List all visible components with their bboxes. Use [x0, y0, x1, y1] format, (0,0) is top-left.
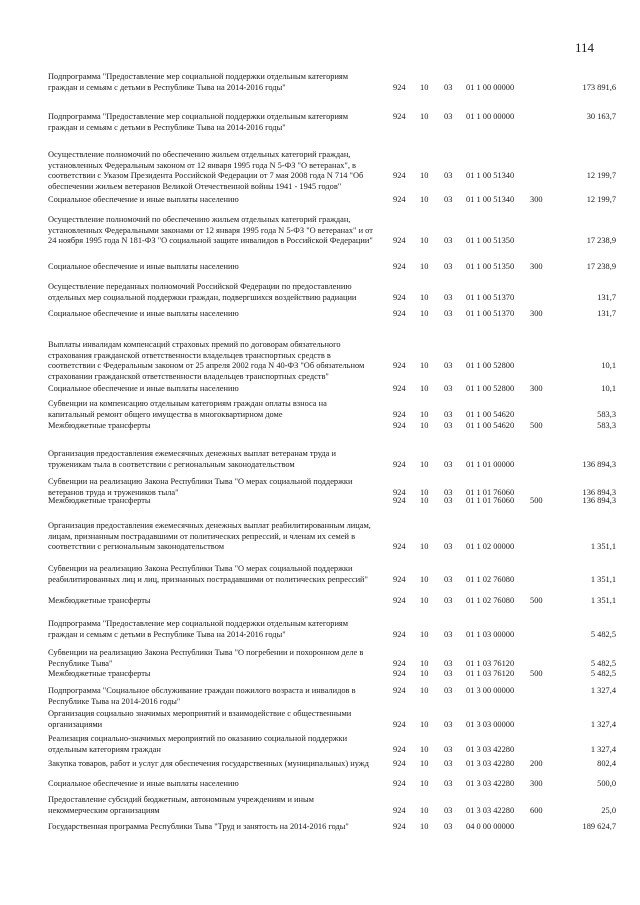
row-name: Субвенции на реализацию Закона Республики Тыва "О мерах социальной поддержки ветеранов труда и тружеников тыла"	[48, 477, 353, 497]
cell-pr: 03	[444, 309, 453, 318]
cell-pr: 03	[444, 171, 453, 180]
cell-rz: 10	[420, 112, 429, 121]
cell-vr: 500	[530, 596, 543, 605]
cell-csr: 01 1 02 76080	[466, 574, 515, 584]
cell-ved: 924	[393, 487, 406, 497]
cell-sum: 25,0	[601, 805, 616, 815]
cell-pr: 03	[444, 384, 453, 393]
row-name: Организация социально значимых мероприятий и взаимодействие с общественными организациями	[48, 709, 352, 729]
row-name: Осуществление полномочий по обеспечению жильем отдельных категорий граждан, установленных Федеральными законами от 12 января 1995 года N 5-ФЗ "О ветеранах" и от 24 ноября 1995 года N 181-ФЗ "О социальной защите инвалидов в Российской Федерации"	[48, 215, 373, 245]
cell-vr: 300	[530, 384, 543, 393]
cell-pr: 03	[444, 669, 453, 678]
cell-csr: 01 1 00 00000	[466, 112, 515, 121]
cell-vr: 200	[530, 759, 543, 768]
cell-pr: 03	[444, 629, 453, 639]
cell-ved: 924	[393, 574, 406, 584]
cell-csr: 01 1 00 52800	[466, 384, 515, 393]
cell-vr: 500	[530, 421, 543, 430]
cell-ved: 924	[393, 496, 406, 505]
cell-ved: 924	[393, 744, 406, 754]
cell-rz: 10	[420, 292, 429, 302]
cell-sum: 5 482,5	[590, 669, 616, 678]
cell-sum: 5 482,5	[590, 658, 616, 668]
cell-ved: 924	[393, 292, 406, 302]
cell-sum: 1 327,4	[590, 744, 616, 754]
row-name: Подпрограмма "Предоставление мер социальной поддержки отдельным категориям граждан и семьям с детьми в Республике Тыва на 2014-2016 годы"	[48, 619, 349, 639]
cell-sum: 136 894,3	[582, 496, 616, 505]
cell-pr: 03	[444, 719, 453, 729]
cell-csr: 01 3 03 42280	[466, 805, 515, 815]
cell-ved: 924	[393, 309, 406, 318]
cell-sum: 189 624,7	[582, 822, 616, 831]
cell-rz: 10	[420, 262, 429, 271]
row-name: Межбюджетные трансферты	[48, 421, 151, 430]
cell-pr: 03	[444, 82, 453, 92]
cell-csr: 01 1 01 76060	[466, 496, 515, 505]
cell-rz: 10	[420, 744, 429, 754]
cell-rz: 10	[420, 195, 429, 204]
cell-csr: 01 1 01 76060	[466, 487, 515, 497]
cell-pr: 03	[444, 658, 453, 668]
cell-ved: 924	[393, 669, 406, 678]
cell-vr: 300	[530, 262, 543, 271]
cell-pr: 03	[444, 822, 453, 831]
cell-rz: 10	[420, 487, 429, 497]
cell-csr: 01 1 00 51370	[466, 292, 515, 302]
cell-pr: 03	[444, 686, 453, 695]
cell-csr: 01 1 03 76120	[466, 669, 515, 678]
cell-csr: 01 1 00 00000	[466, 82, 515, 92]
cell-sum: 131,7	[597, 309, 616, 318]
cell-ved: 924	[393, 195, 406, 204]
cell-sum: 1 327,4	[590, 686, 616, 695]
row-name: Межбюджетные трансферты	[48, 596, 151, 605]
cell-rz: 10	[420, 236, 429, 245]
row-name: Социальное обеспечение и иные выплаты населению	[48, 195, 239, 204]
cell-rz: 10	[420, 171, 429, 180]
cell-ved: 924	[393, 629, 406, 639]
cell-rz: 10	[420, 822, 429, 831]
cell-vr: 500	[530, 669, 543, 678]
cell-sum: 5 482,5	[590, 629, 616, 639]
cell-rz: 10	[420, 574, 429, 584]
cell-rz: 10	[420, 309, 429, 318]
cell-csr: 01 1 00 51340	[466, 195, 515, 204]
cell-pr: 03	[444, 542, 453, 551]
cell-rz: 10	[420, 686, 429, 695]
cell-rz: 10	[420, 759, 429, 768]
cell-sum: 17 238,9	[586, 262, 616, 271]
row-name: Осуществление переданных полномочий Российской Федерации по предоставлению отдельных мер социальной поддержки граждан, подвергшихся воздействию радиации	[48, 282, 357, 302]
cell-ved: 924	[393, 759, 406, 768]
cell-csr: 01 3 03 00000	[466, 719, 515, 729]
row-name: Подпрограмма "Предоставление мер социальной поддержки отдельным категориям граждан и семьям с детьми в Республике Тыва на 2014-2016 годы"	[48, 72, 349, 92]
cell-sum: 1 327,4	[590, 719, 616, 729]
cell-ved: 924	[393, 112, 406, 121]
cell-csr: 01 1 00 51350	[466, 262, 515, 271]
cell-ved: 924	[393, 236, 406, 245]
cell-csr: 01 1 00 51340	[466, 171, 515, 180]
row-name: Организация предоставления ежемесячных денежных выплат реабилитированным лицам, лицам, признанным пострадавшими от политических репрессий, и членам их семей в соответствии с региональным законодательством	[48, 521, 371, 551]
cell-ved: 924	[393, 686, 406, 695]
cell-rz: 10	[420, 361, 429, 370]
cell-pr: 03	[444, 409, 453, 419]
cell-csr: 01 1 00 51350	[466, 236, 515, 245]
cell-sum: 12 199,7	[586, 195, 616, 204]
cell-sum: 10,1	[601, 384, 616, 393]
cell-rz: 10	[420, 82, 429, 92]
cell-ved: 924	[393, 421, 406, 430]
cell-csr: 01 3 03 42280	[466, 779, 515, 788]
cell-csr: 01 1 02 76080	[466, 596, 515, 605]
cell-sum: 1 351,1	[590, 542, 616, 551]
row-name: Субвенции на реализацию Закона Республики Тыва "О мерах социальной поддержки реабилитированных лиц и лиц, признанных пострадавшими от политических репрессий"	[48, 564, 368, 584]
cell-pr: 03	[444, 195, 453, 204]
cell-csr: 01 1 03 00000	[466, 629, 515, 639]
row-name: Закупка товаров, работ и услуг для обеспечения государственных (муниципальных) нужд	[48, 759, 369, 768]
row-name: Социальное обеспечение и иные выплаты населению	[48, 384, 239, 393]
cell-sum: 173 891,6	[582, 82, 616, 92]
cell-rz: 10	[420, 459, 429, 469]
cell-vr: 600	[530, 805, 543, 815]
cell-pr: 03	[444, 361, 453, 370]
cell-ved: 924	[393, 658, 406, 668]
cell-ved: 924	[393, 459, 406, 469]
cell-rz: 10	[420, 384, 429, 393]
cell-csr: 01 1 03 76120	[466, 658, 515, 668]
cell-pr: 03	[444, 496, 453, 505]
page-number: 114	[575, 40, 595, 55]
cell-rz: 10	[420, 779, 429, 788]
cell-pr: 03	[444, 805, 453, 815]
cell-vr: 300	[530, 779, 543, 788]
row-name: Субвенции на компенсацию отдельным категориям граждан оплаты взноса на капитальный ремонт общего имущества в многоквартирном доме	[48, 399, 327, 419]
cell-rz: 10	[420, 496, 429, 505]
cell-pr: 03	[444, 759, 453, 768]
cell-rz: 10	[420, 805, 429, 815]
cell-pr: 03	[444, 487, 453, 497]
row-name: Предоставление субсидий бюджетным, автономным учреждениям и иным некоммерческим организациям	[48, 795, 314, 815]
cell-vr: 300	[530, 195, 543, 204]
cell-csr: 04 0 00 00000	[466, 822, 515, 831]
cell-ved: 924	[393, 82, 406, 92]
row-name: Социальное обеспечение и иные выплаты населению	[48, 309, 239, 318]
cell-sum: 1 351,1	[590, 596, 616, 605]
row-name: Государственная программа Республики Тыва "Труд и занятость на 2014-2016 годы"	[48, 822, 349, 831]
row-name: Реализация социально-значимых мероприятий по оказанию социальной поддержки отдельным категориям граждан	[48, 734, 348, 754]
row-name: Субвенции на реализацию Закона Республики Тыва "О погребении и похоронном деле в Республике Тыва"	[48, 648, 364, 668]
cell-pr: 03	[444, 574, 453, 584]
cell-pr: 03	[444, 112, 453, 121]
cell-sum: 802,4	[597, 759, 616, 768]
cell-sum: 10,1	[601, 361, 616, 370]
cell-sum: 500,0	[597, 779, 616, 788]
cell-sum: 1 351,1	[590, 574, 616, 584]
cell-rz: 10	[420, 669, 429, 678]
row-name: Выплаты инвалидам компенсаций страховых премий по договорам обязательного страхования гражданской ответственности владельцев транспортных средств в соответствии с Федеральным законом от 25 апреля 2002 года N 40-ФЗ "Об обязательном страховании гражданской ответственности владельцев транспортных средств"	[48, 340, 365, 381]
cell-csr: 01 1 00 52800	[466, 361, 515, 370]
cell-csr: 01 1 00 54620	[466, 421, 515, 430]
row-name: Подпрограмма "Предоставление мер социальной поддержки отдельным категориям граждан и семьям с детьми в Республике Тыва на 2014-2016 годы"	[48, 112, 349, 132]
cell-rz: 10	[420, 421, 429, 430]
row-name: Межбюджетные трансферты	[48, 496, 151, 505]
cell-ved: 924	[393, 409, 406, 419]
cell-ved: 924	[393, 384, 406, 393]
cell-ved: 924	[393, 361, 406, 370]
cell-ved: 924	[393, 171, 406, 180]
cell-ved: 924	[393, 596, 406, 605]
cell-csr: 01 1 02 00000	[466, 542, 515, 551]
row-name: Осуществление полномочий по обеспечению жильем отдельных категорий граждан, установленных Федеральным законом от 12 января 1995 года N 5-ФЗ "О ветеранах", в соответствии с Указом Президента Российской Федерации от 7 мая 2008 года N 714 "Об обеспечении жильем ветеранов Великой Отечественной войны 1941 - 1945 годов"	[48, 150, 364, 191]
row-name: Подпрограмма "Социальное обслуживание граждан пожилого возраста и инвалидов в Республике Тыва на 2014-2016 годы"	[48, 686, 356, 706]
cell-pr: 03	[444, 459, 453, 469]
cell-csr: 01 1 00 54620	[466, 409, 515, 419]
cell-rz: 10	[420, 409, 429, 419]
cell-ved: 924	[393, 805, 406, 815]
cell-rz: 10	[420, 596, 429, 605]
cell-pr: 03	[444, 744, 453, 754]
cell-ved: 924	[393, 262, 406, 271]
cell-sum: 131,7	[597, 292, 616, 302]
cell-ved: 924	[393, 779, 406, 788]
row-name: Социальное обеспечение и иные выплаты населению	[48, 262, 239, 271]
cell-pr: 03	[444, 262, 453, 271]
cell-pr: 03	[444, 596, 453, 605]
cell-csr: 01 1 00 51370	[466, 309, 515, 318]
cell-sum: 136 894,3	[582, 459, 616, 469]
cell-ved: 924	[393, 542, 406, 551]
cell-rz: 10	[420, 542, 429, 551]
cell-pr: 03	[444, 421, 453, 430]
cell-rz: 10	[420, 658, 429, 668]
cell-sum: 583,3	[597, 421, 616, 430]
cell-pr: 03	[444, 292, 453, 302]
cell-pr: 03	[444, 236, 453, 245]
cell-pr: 03	[444, 779, 453, 788]
row-name: Межбюджетные трансферты	[48, 669, 151, 678]
cell-ved: 924	[393, 719, 406, 729]
cell-csr: 01 3 03 42280	[466, 759, 515, 768]
cell-rz: 10	[420, 629, 429, 639]
cell-ved: 924	[393, 822, 406, 831]
cell-csr: 01 1 01 00000	[466, 459, 515, 469]
cell-sum: 17 238,9	[586, 236, 616, 245]
cell-vr: 500	[530, 496, 543, 505]
cell-csr: 01 3 00 00000	[466, 686, 515, 695]
cell-csr: 01 3 03 42280	[466, 744, 515, 754]
cell-sum: 30 163,7	[586, 112, 616, 121]
cell-vr: 300	[530, 309, 543, 318]
cell-sum: 583,3	[597, 409, 616, 419]
cell-rz: 10	[420, 719, 429, 729]
row-name: Организация предоставления ежемесячных денежных выплат ветеранам труда и труженикам тыла в соответствии с региональным законодательством	[48, 449, 336, 469]
row-name: Социальное обеспечение и иные выплаты населению	[48, 779, 239, 788]
cell-sum: 12 199,7	[586, 171, 616, 180]
cell-sum: 136 894,3	[582, 487, 616, 497]
